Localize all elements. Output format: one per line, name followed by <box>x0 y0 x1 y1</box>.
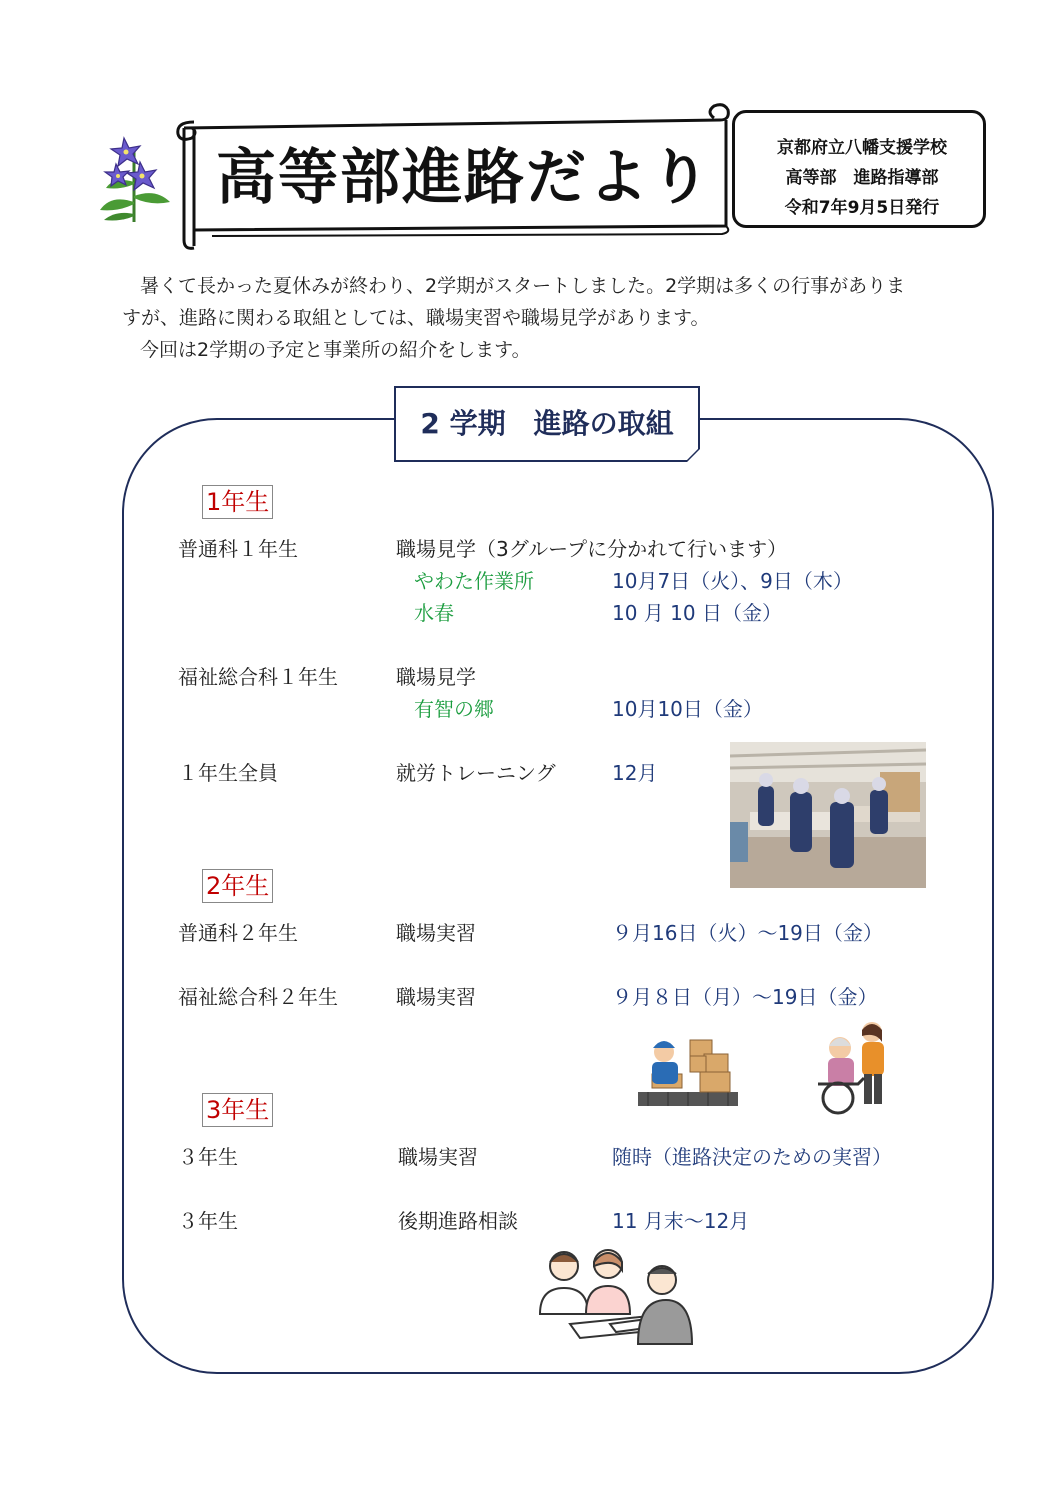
grade3-label: 3年生 <box>202 1093 273 1127</box>
grade2-row1-what: 職場実習 <box>396 921 476 945</box>
grade3-row1-date: 随時（進路決定のための実習） <box>612 1145 892 1169</box>
school-name: 京都府立八幡支援学校 <box>777 138 947 158</box>
section-heading: 2 学期 進路の取組 <box>420 407 674 440</box>
grade1-row1-who: 普通科１年生 <box>178 537 298 561</box>
publisher-info-box <box>732 110 986 228</box>
issue-date: 令和7年9月5日発行 <box>784 198 940 218</box>
grade2-row2-what: 職場実習 <box>396 985 476 1009</box>
intro-line-1: 暑くて長かった夏休みが終わり、2学期がスタートしました。2学期は多くの行事がありま <box>140 275 906 297</box>
grade1-row1-what: 職場見学（3グループに分かれて行います） <box>396 537 788 561</box>
grade1-date-suishun: 10 月 10 日（金） <box>612 601 782 625</box>
grade1-place-yawata: やわた作業所 <box>414 569 534 593</box>
grade1-place-suishun: 水春 <box>414 601 454 625</box>
caregiver-illustration <box>810 1018 894 1116</box>
grade1-row3-date: 12月 <box>612 761 658 785</box>
grade2-row1-date: ９月16日（火）～19日（金） <box>612 921 883 945</box>
grade1-row3-what: 就労トレーニング <box>396 761 556 785</box>
grade3-row2-who: ３年生 <box>178 1209 238 1233</box>
intro-line-3: 今回は2学期の予定と事業所の紹介をします。 <box>140 339 531 361</box>
grade2-label: 2年生 <box>202 869 273 903</box>
work-training-photo <box>730 742 926 888</box>
consultation-illustration <box>530 1244 700 1348</box>
grade1-row2-who: 福祉総合科１年生 <box>178 665 338 689</box>
page-curl-icon <box>686 448 700 462</box>
grade1-row3-who: １年生全員 <box>178 761 278 785</box>
bellflower-illustration <box>96 132 174 224</box>
grade1-row2-what: 職場見学 <box>396 665 476 689</box>
grade2-row2-date: ９月８日（月）～19日（金） <box>612 985 878 1009</box>
grade2-row2-who: 福祉総合科２年生 <box>178 985 338 1009</box>
grade1-date-yawata: 10月7日（火）、9日（木） <box>612 569 853 593</box>
grade1-place-uchi: 有智の郷 <box>414 697 494 721</box>
grade3-row1-what: 職場実習 <box>398 1145 478 1169</box>
warehouse-worker-illustration <box>638 1034 738 1108</box>
department-name: 高等部 進路指導部 <box>785 168 939 188</box>
grade3-row2-what: 後期進路相談 <box>398 1209 518 1233</box>
grade3-row1-who: ３年生 <box>178 1145 238 1169</box>
intro-line-2: すが、進路に関わる取組としては、職場実習や職場見学があります。 <box>122 307 710 329</box>
page-title: 高等部進路だより <box>216 143 712 213</box>
grade1-label: 1年生 <box>202 485 273 519</box>
section-heading-box <box>394 386 700 462</box>
grade2-row1-who: 普通科２年生 <box>178 921 298 945</box>
grade1-date-uchi: 10月10日（金） <box>612 697 763 721</box>
grade3-row2-date: 11 月末～12月 <box>612 1209 750 1233</box>
